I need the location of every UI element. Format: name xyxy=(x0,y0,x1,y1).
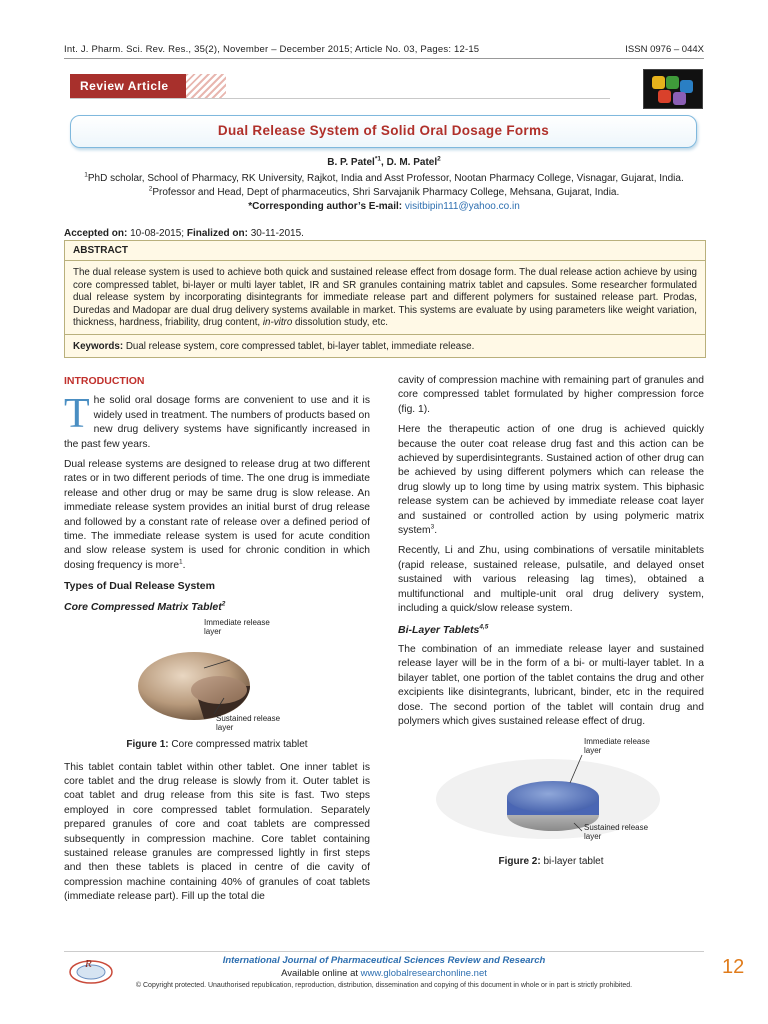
accepted-label: Accepted on: xyxy=(64,228,128,239)
tablet-core xyxy=(191,676,247,704)
right-paragraph-2-text: Here the therapeutic action of one drug is achieved quickly because the outer coat release drug fast and this action can be achieved by superdisintegrants. Sustained action of other drug can be achieved by using different polymers which can release the drug slowly up to long time by using matrix system. This biphasic release system can be achieved by immediate release coat layer and sustained or controlled action by using polymeric matrix system xyxy=(398,424,704,537)
finalized-date: 30-11-2015. xyxy=(247,228,304,239)
author-line xyxy=(0,157,768,168)
author-separator: , xyxy=(381,157,387,168)
core-compressed-heading-text: Core Compressed Matrix Tablet xyxy=(64,600,222,613)
abstract-divider xyxy=(65,260,705,261)
fig2-caption-label: Figure 2: xyxy=(498,856,541,868)
figure-1 xyxy=(64,618,370,736)
article-type-badge: Review Article xyxy=(70,74,186,98)
right-paragraph-3: Recently, Li and Zhu, using combinations of versatile minitablets (rapid release, sustained release, pulsatile, and delayed onset sustained with various releasing lag times), obtained a multifunctional and multiple-unit oral drug delivery system, including a quick/slow release system. xyxy=(398,545,704,615)
right-paragraph-2-end: . xyxy=(434,525,438,537)
footer-divider xyxy=(64,951,704,952)
abstract-box xyxy=(64,240,706,358)
right-paragraph-2 xyxy=(398,423,704,538)
svg-text:R: R xyxy=(85,958,92,970)
affiliation-1 xyxy=(0,173,768,184)
keywords-divider xyxy=(65,334,705,335)
affiliation-1-marker: 1 xyxy=(84,171,88,179)
author-2-marker: 2 xyxy=(437,155,441,163)
footer-copyright: © Copyright protected. Unauthorised republication, reproduction, distribution, dissemination and copying of this document in whole or in part is strictly prohibited. xyxy=(135,982,633,989)
affiliation-2-text: Professor and Head, Dept of pharmaceutics, Shri Sarvajanik Pharmacy College, Mehsana, Gujarat, India. xyxy=(152,187,620,198)
fig1-caption-text: Core compressed matrix tablet xyxy=(168,739,308,751)
dates-line xyxy=(64,228,304,239)
abstract-text-a: The dual release system is used to achieve both quick and sustained release effect from dosage form. The dual release action achieve by using core compressed tablet, bi-layer or multi layer tablet, IR and SR granules containing matrix tablet and capsules. Some researcher formulated dual release system by incorporating disintegrants for immediate release part and different polymers for sustained release part. Prodas, Duredas and Madopar are dual drug delivery systems available in market. This systems are evaluate by using parameters like weight variation, thickness, hardness, friability, drug content, xyxy=(73,267,697,329)
fig2-caption-text: bi-layer tablet xyxy=(540,856,604,868)
running-header-issn: ISSN 0976 – 044X xyxy=(625,44,704,55)
affiliation-2-marker: 2 xyxy=(148,185,153,193)
intro-paragraph-2-end: . xyxy=(182,559,186,571)
intro-paragraph-1 xyxy=(64,391,370,452)
ref-3: 3 xyxy=(430,523,435,531)
left-column xyxy=(64,374,370,911)
journal-logo xyxy=(643,69,703,109)
figure-2 xyxy=(398,735,704,853)
article-title: Dual Release System of Solid Oral Dosage Forms xyxy=(70,115,697,148)
abstract-text-italic: in-vitro xyxy=(262,317,293,329)
keywords xyxy=(73,341,697,352)
badge-underline xyxy=(70,98,610,99)
bilayer-paragraph: The combination of an immediate release layer and sustained release layer will be in the form of a bi- or multi-layer tablet. In a bilayer tablet, one portion of the tablet contains the drug and other excipients like disintegrants, lubricant, binder, etc in the required dose. The second portion of the tablet will contain drug and polymers which gives sustained release effect of drug. xyxy=(398,643,704,727)
tablet-immediate-layer xyxy=(507,781,599,813)
types-heading: Types of Dual Release System xyxy=(64,580,215,593)
affiliation-2 xyxy=(0,187,768,198)
core-tablet-paragraph: This tablet contain tablet within other tablet. One inner tablet is core tablet and the drug release is slowly from it. Outer tablet is coat tablet and drug release from this site is fast. Two steps employed in core compressed tablet formulation. Separately prepared granules of core and coat tablets are compressed subsequently in compression machine. Core tablet containing sustained release granules are compressed lightly in first steps and then these tablets is placed in centre of die cavity of compression machine containing 40% of granules of coat tablets (immediate release part). Fill up the total die xyxy=(64,761,370,903)
author-1: B. P. Patel xyxy=(327,157,375,168)
figure-2-caption xyxy=(398,855,704,869)
abstract-text xyxy=(73,267,697,330)
fig2-label-sustained: Sustained release layer xyxy=(584,823,649,842)
keywords-text: Dual release system, core compressed tablet, bi-layer tablet, immediate release. xyxy=(123,340,475,352)
corresponding-author xyxy=(0,201,768,212)
footer-availability xyxy=(0,968,768,979)
introduction-heading: INTRODUCTION xyxy=(64,375,145,387)
running-header-citation: Int. J. Pharm. Sci. Rev. Res., 35(2), November – December 2015; Article No. 03, Pages: 12-15 xyxy=(64,44,480,55)
fig1-label-immediate: Immediate release layer xyxy=(204,618,270,637)
intro-paragraph-2-text: Dual release systems are designed to release drug at two different rates or in two different periods of time. The one drug is immediate release and other drug or may be same drug is slow release. An immediate release system provides an initial burst of drug release and followed by a constant rate of release over a defined period of time. The immediate release system is used for acute condition and slow release system is used for chronic condition in which dosing frequency is more xyxy=(64,459,370,571)
figure-2-tablet-image xyxy=(398,735,704,853)
figure-1-caption xyxy=(64,738,370,752)
footer-journal-name: International Journal of Pharmaceutical Sciences Review and Research xyxy=(222,955,546,966)
ref-2: 2 xyxy=(221,600,226,608)
keywords-label: Keywords: xyxy=(73,340,124,352)
accepted-date: 10-08-2015; xyxy=(127,228,187,239)
header-divider xyxy=(64,58,704,59)
ref-1: 1 xyxy=(179,558,183,566)
right-paragraph-1: cavity of compression machine with remaining part of granules and core compressed tablet formulated by higher compression force (fig. 1). xyxy=(398,375,704,415)
fig1-caption-label: Figure 1: xyxy=(126,739,169,751)
fig2-label-immediate: Immediate release layer xyxy=(584,737,650,756)
drop-cap: T xyxy=(64,391,90,438)
intro-paragraph-1-text: he solid oral dosage forms are convenient to use and it is widely used in treatment. The numbers of products based on new drug delivery systems have significantly increased in the past few years. xyxy=(64,395,370,450)
author-2: D. M. Patel xyxy=(386,157,438,168)
email-label: *Corresponding author’s E-mail: xyxy=(248,201,405,212)
affiliation-1-text: PhD scholar, School of Pharmacy, RK University, Rajkot, India and Asst Professor, Nootan Pharmacy College, Visnagar, Gujarat, India. xyxy=(87,173,684,184)
abstract-text-b: dissolution study, etc. xyxy=(292,317,388,329)
footer-online-prefix: Available online at xyxy=(281,968,361,979)
intro-paragraph-2 xyxy=(64,458,370,573)
core-compressed-heading xyxy=(64,600,370,614)
footer-website-link[interactable]: www.globalresearchonline.net xyxy=(360,968,487,979)
ref-4-5: 4,5 xyxy=(479,623,489,630)
bilayer-heading-text: Bi-Layer Tablets xyxy=(398,623,480,636)
author-1-marker: *1 xyxy=(374,155,381,163)
right-column xyxy=(398,374,704,870)
fig1-label-sustained: Sustained release layer xyxy=(216,714,281,733)
abstract-heading: ABSTRACT xyxy=(73,245,128,256)
page-number: 12 xyxy=(722,956,745,978)
email-link[interactable]: visitbipin111@yahoo.co.in xyxy=(404,201,520,212)
finalized-label: Finalized on: xyxy=(186,228,248,239)
bilayer-heading xyxy=(398,623,704,637)
badge-decoration xyxy=(186,74,226,98)
